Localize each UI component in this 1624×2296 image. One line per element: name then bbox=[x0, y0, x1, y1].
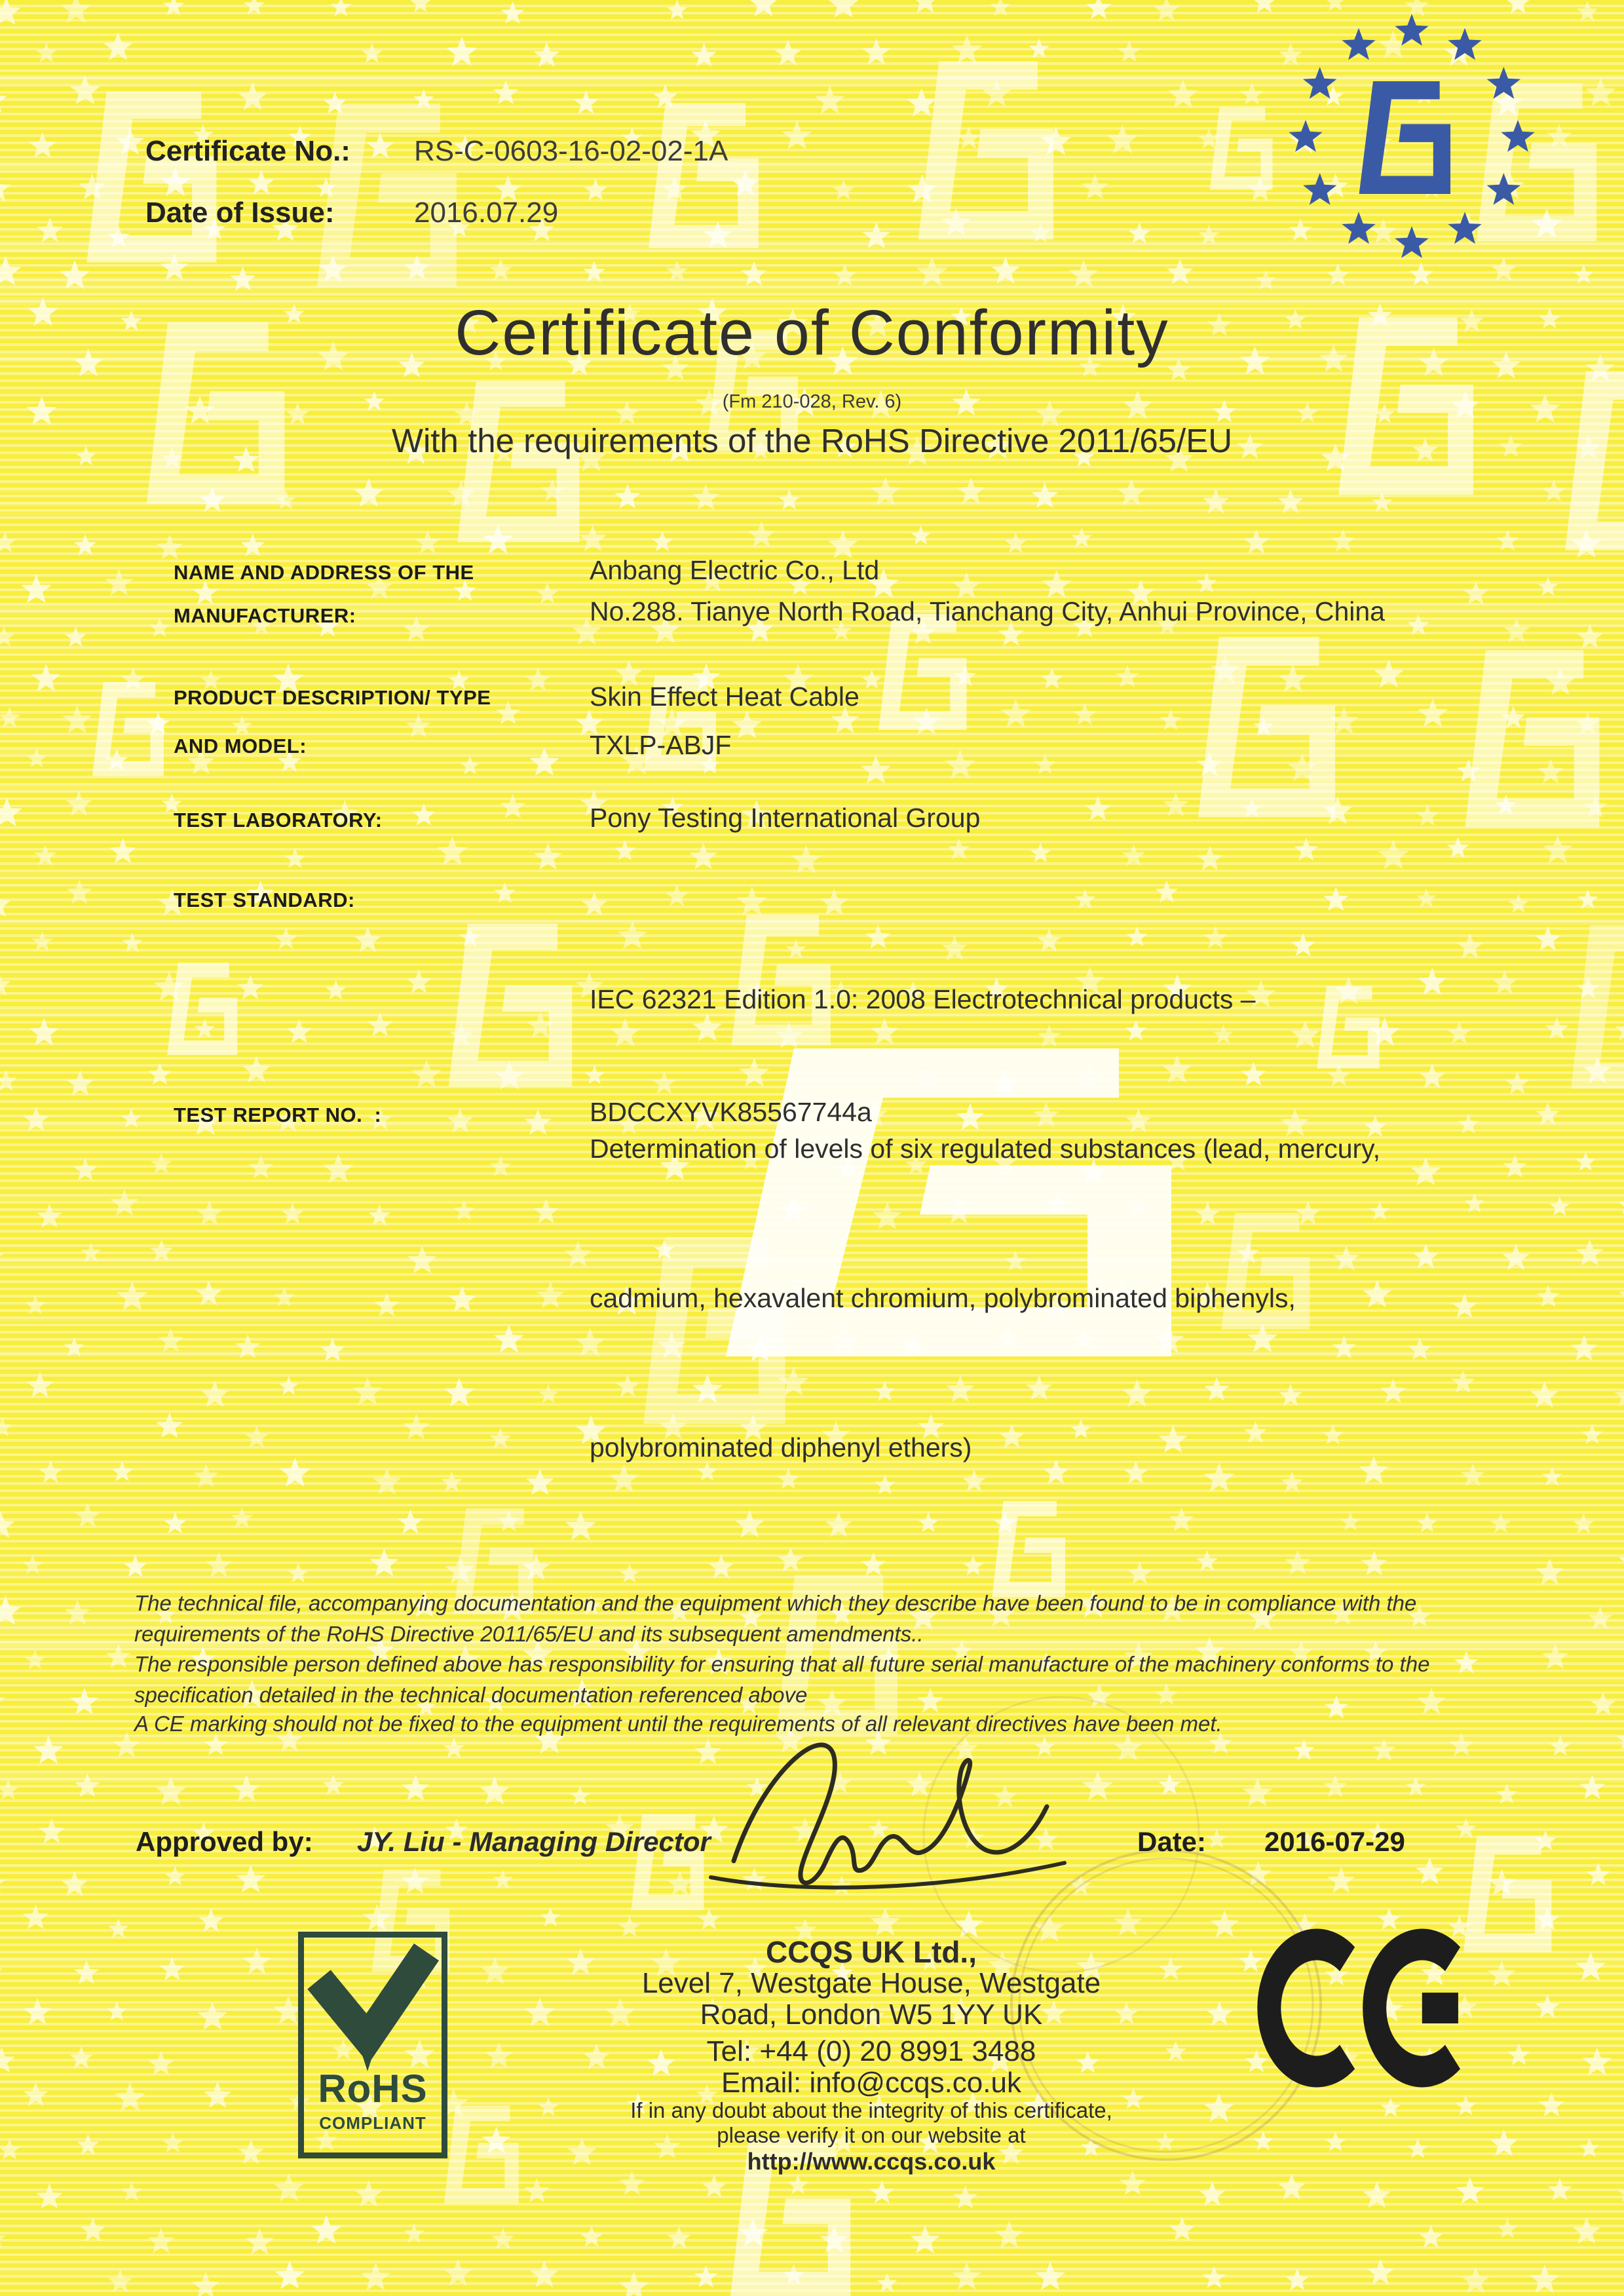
rohs-logo-title: RoHS bbox=[318, 2067, 428, 2111]
manufacturer-label-line1: NAME AND ADDRESS OF THE bbox=[174, 561, 474, 584]
date-of-issue-value: 2016.07.29 bbox=[414, 197, 559, 229]
signature-icon bbox=[688, 1733, 1094, 1897]
product-label-line2: AND MODEL: bbox=[174, 735, 307, 757]
date-of-issue-label: Date of Issue: bbox=[145, 197, 335, 229]
ce-mark-icon bbox=[1256, 1928, 1492, 2088]
rohs-logo-subtitle: COMPLIANT bbox=[319, 2113, 426, 2133]
manufacturer-name-value: Anbang Electric Co., Ltd bbox=[590, 555, 880, 585]
footer-address-line2: Road, London W5 1YY UK bbox=[700, 1999, 1043, 2031]
test-standard-line3: cadmium, hexavalent chromium, polybrominated biphenyls, bbox=[590, 1283, 1296, 1313]
footer-telephone: Tel: +44 (0) 20 8991 3488 bbox=[706, 2035, 1036, 2067]
test-laboratory-value: Pony Testing International Group bbox=[590, 803, 981, 833]
page-subtitle: With the requirements of the RoHS Directive 2011/65/EU bbox=[391, 422, 1233, 459]
page-title: Certificate of Conformity bbox=[455, 297, 1169, 368]
form-reference: (Fm 210-028, Rev. 6) bbox=[722, 391, 902, 412]
test-standard-value bbox=[590, 875, 1380, 1572]
manufacturer-address-value: No.288. Tianye North Road, Tianchang City, Anhui Province, China bbox=[590, 596, 1385, 626]
manufacturer-label-line2: MANUFACTURER: bbox=[174, 604, 356, 627]
test-standard-line1: IEC 62321 Edition 1.0: 2008 Electrotechnical products – bbox=[590, 984, 1256, 1014]
test-report-no-label: TEST REPORT NO. : bbox=[174, 1103, 382, 1126]
footer-address-line1: Level 7, Westgate House, Westgate bbox=[641, 1967, 1101, 1999]
test-standard-label: TEST STANDARD: bbox=[174, 889, 355, 911]
footer-note-line2: please verify it on our website at bbox=[717, 2123, 1026, 2147]
footer-note-line1: If in any doubt about the integrity of this certificate, bbox=[630, 2098, 1112, 2122]
footer-email: Email: info@ccqs.co.uk bbox=[721, 2067, 1021, 2099]
rohs-compliant-logo bbox=[298, 1932, 447, 2158]
test-standard-line4: polybrominated diphenyl ethers) bbox=[590, 1432, 972, 1463]
product-label-line1: PRODUCT DESCRIPTION/ TYPE bbox=[174, 686, 491, 709]
rohs-check-icon bbox=[305, 1940, 440, 2078]
product-description-value: Skin Effect Heat Cable bbox=[590, 681, 859, 712]
approved-by-value: JY. Liu - Managing Director bbox=[357, 1826, 711, 1857]
product-model-value: TXLP-ABJF bbox=[590, 730, 732, 760]
approved-by-label: Approved by: bbox=[136, 1826, 313, 1857]
test-laboratory-label: TEST LABORATORY: bbox=[174, 809, 383, 832]
test-report-no-value: BDCCXYVK85567744a bbox=[590, 1097, 872, 1127]
legal-paragraph-1: The technical file, accompanying documentation and the equipment which they describe have been found to be in compliance with the requirements of the RoHS Directive 2011/65/EU and its subsequent amendments.. bbox=[134, 1591, 1417, 1646]
eu-stars-logo-icon bbox=[1281, 10, 1543, 272]
test-standard-line2: Determination of levels of six regulated substances (lead, mercury, bbox=[590, 1134, 1381, 1164]
approval-date-value: 2016-07-29 bbox=[1264, 1826, 1405, 1857]
legal-paragraph-3: A CE marking should not be fixed to the equipment until the requirements of all relevant directives have been met. bbox=[134, 1712, 1222, 1736]
approval-date-label: Date: bbox=[1137, 1826, 1207, 1857]
legal-paragraph-2: The responsible person defined above has responsibility for ensuring that all future serial manufacture of the machinery conforms to the specification detailed in the technical documentation referenced above bbox=[134, 1652, 1430, 1707]
certificate-no-label: Certificate No.: bbox=[145, 135, 350, 167]
certificate-no-value: RS-C-0603-16-02-02-1A bbox=[414, 135, 728, 167]
footer-org-name: CCQS UK Ltd., bbox=[766, 1935, 977, 1969]
footer-website: http://www.ccqs.co.uk bbox=[747, 2148, 996, 2175]
